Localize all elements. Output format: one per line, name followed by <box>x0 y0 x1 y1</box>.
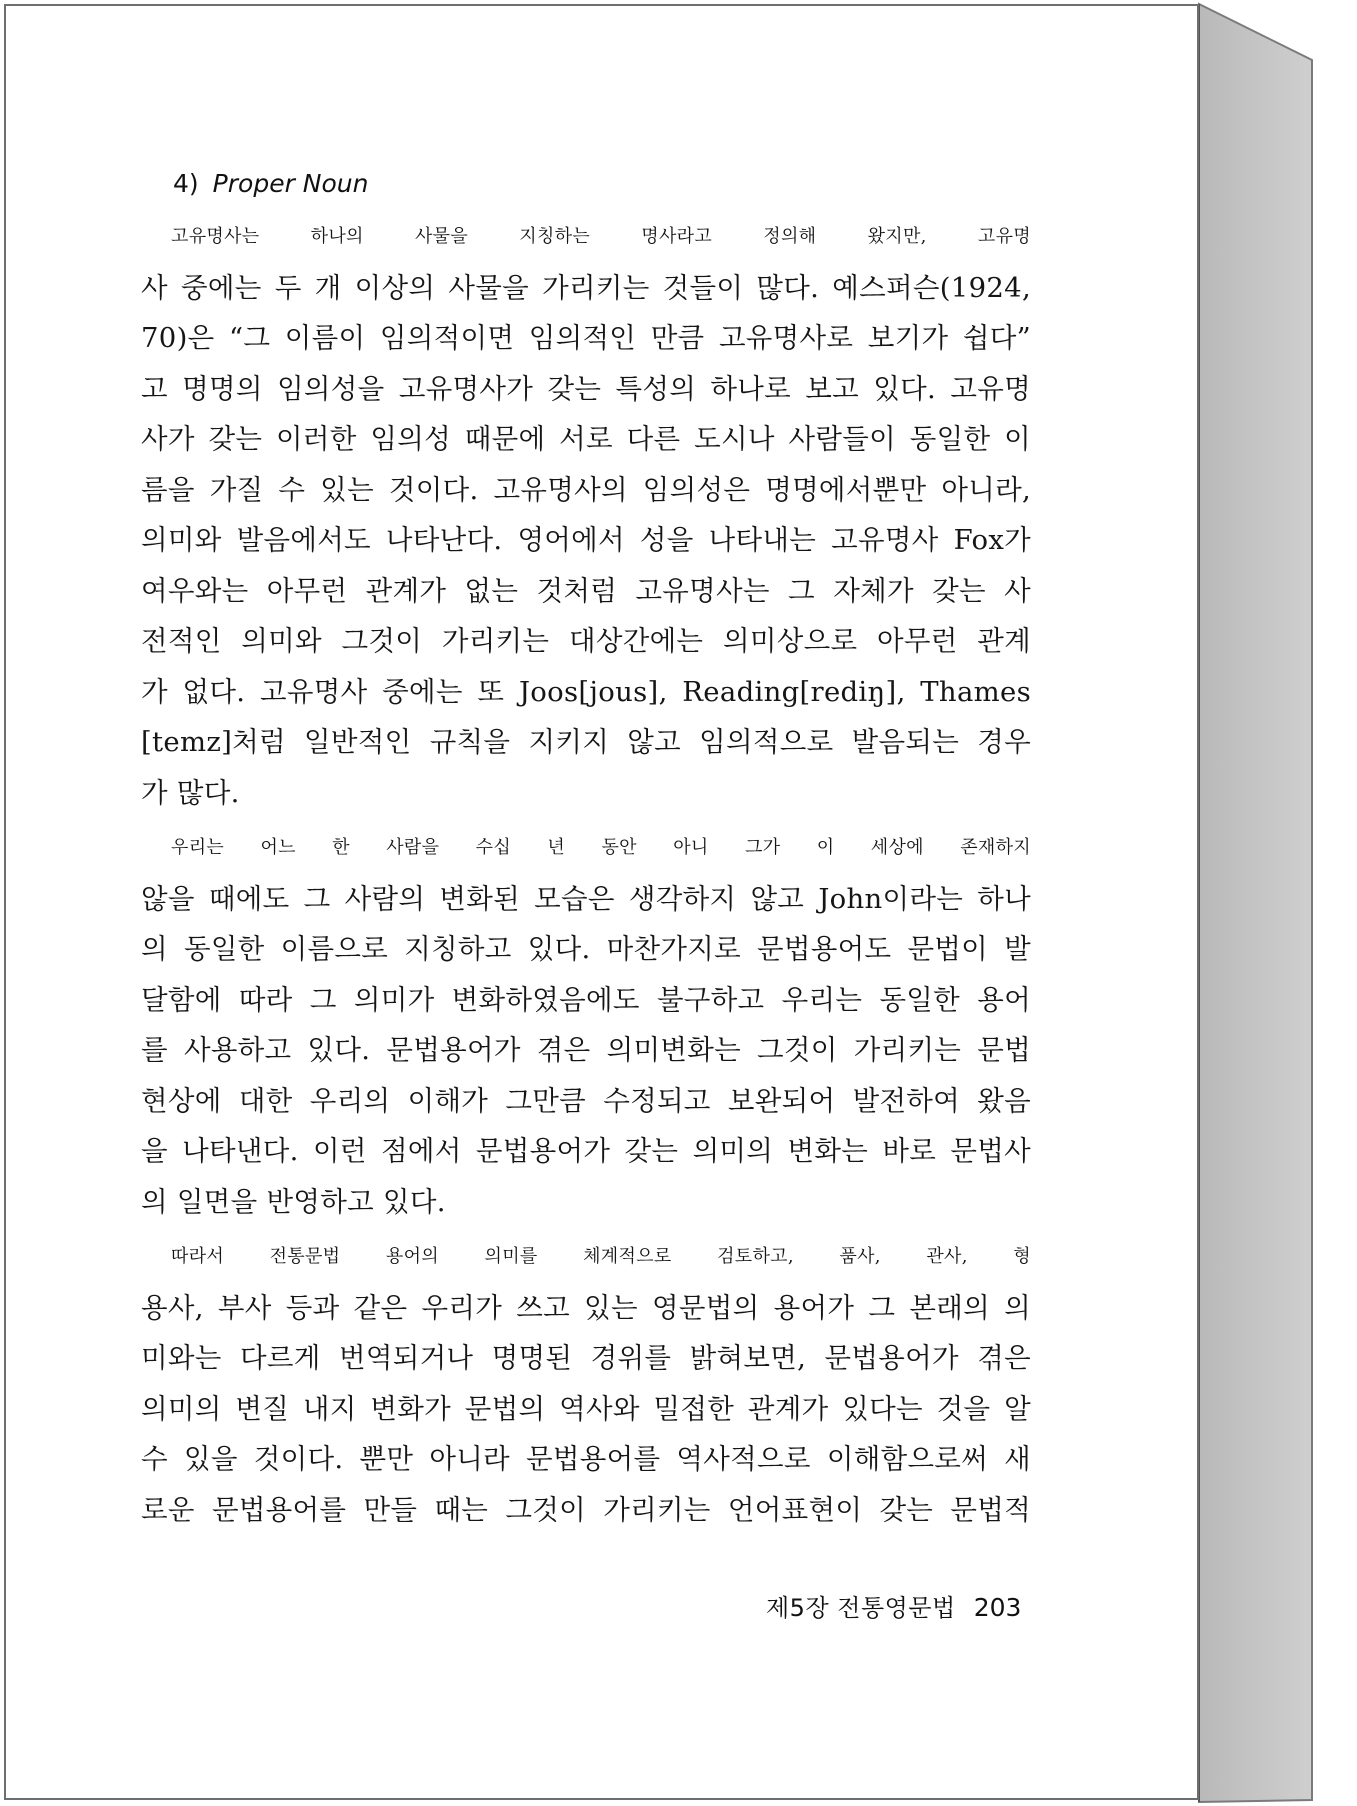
text-line: 의미의 변질 내지 변화가 문법의 역사와 밀접한 관계가 있다는 것을 알 <box>141 1392 1031 1425</box>
book-page <box>4 4 1199 1800</box>
text-line: 전적인 의미와 그것이 가리키는 대상간에는 의미상으로 아무런 관계 <box>141 625 1031 657</box>
text-line: 가 많다. <box>141 776 240 809</box>
chapter-label: 제5장 전통영문법 <box>766 1594 956 1622</box>
paragraph-2 <box>141 823 1031 1227</box>
text-line: 않을 때에도 그 사람의 변화된 모습은 생각하지 않고 John이라는 하나 <box>141 882 1031 915</box>
paragraph-3 <box>141 1232 1031 1535</box>
text-line: 여우와는 아무런 관계가 없는 것처럼 고유명사는 그 자체가 갖는 사 <box>141 574 1031 607</box>
section-number: 4) <box>173 169 199 198</box>
text-line: [temz]처럼 일반적인 규칙을 지키지 않고 임의적으로 발음되는 경우 <box>141 726 1031 758</box>
text-line: 따라서 전통문법 용어의 의미를 체계적으로 검토하고, 품사, 관사, 형 <box>171 1246 1031 1267</box>
text-line: 달함에 따라 그 의미가 변화하였음에도 불구하고 우리는 동일한 용어 <box>141 983 1031 1016</box>
section-heading <box>173 166 1031 202</box>
text-line: 용사, 부사 등과 같은 우리가 쓰고 있는 영문법의 용어가 그 본래의 의 <box>141 1291 1031 1324</box>
page-number: 203 <box>973 1593 1022 1622</box>
text-line: 사 중에는 두 개 이상의 사물을 가리키는 것들이 많다. 예스퍼슨(1924, <box>141 271 1031 304</box>
text-line: 사가 갖는 이러한 임의성 때문에 서로 다른 도시나 사람들이 동일한 이 <box>141 423 1031 455</box>
text-line: 고 명명의 임의성을 고유명사가 갖는 특성의 하나로 보고 있다. 고유명 <box>141 372 1031 405</box>
text-line: 를 사용하고 있다. 문법용어가 겪은 의미변화는 그것이 가리키는 문법 <box>141 1034 1031 1066</box>
text-line: 우리는 어느 한 사람을 수십 년 동안 아니 그가 이 세상에 존재하지 <box>171 837 1031 858</box>
text-line: 고유명사는 하나의 사물을 지칭하는 명사라고 정의해 왔지만, 고유명 <box>171 226 1031 247</box>
page-footer <box>766 1588 1021 1623</box>
text-line: 수 있을 것이다. 뿐만 아니라 문법용어를 역사적으로 이해함으로써 새 <box>141 1443 1031 1475</box>
text-line: 미와는 다르게 번역되거나 명명된 경위를 밝혀보면, 문법용어가 겪은 <box>141 1342 1031 1374</box>
section-title: Proper Noun <box>212 169 369 198</box>
text-line: 의미와 발음에서도 나타난다. 영어에서 성을 나타내는 고유명사 Fox가 <box>141 524 1031 556</box>
text-line: 의 일면을 반영하고 있다. <box>141 1185 446 1218</box>
text-line: 현상에 대한 우리의 이해가 그만큼 수정되고 보완되어 발전하여 왔음 <box>141 1084 1031 1117</box>
page-content <box>141 166 1031 1540</box>
text-line: 름을 가질 수 있는 것이다. 고유명사의 임의성은 명명에서뿐만 아니라, <box>141 473 1031 506</box>
text-line: 70)은 “그 이름이 임의적이면 임의적인 만큼 고유명사로 보기가 쉽다” <box>141 322 1031 354</box>
text-line: 의 동일한 이름으로 지칭하고 있다. 마찬가지로 문법용어도 문법이 발 <box>141 933 1031 965</box>
text-line: 가 없다. 고유명사 중에는 또 Joos[jous], Reading[rediŋ], Thames <box>141 675 1031 708</box>
text-line: 로운 문법용어를 만들 때는 그것이 가리키는 언어표현이 갖는 문법적 <box>141 1493 1031 1526</box>
text-line: 을 나타낸다. 이런 점에서 문법용어가 갖는 의미의 변화는 바로 문법사 <box>141 1135 1031 1167</box>
paragraph-1 <box>141 212 1031 818</box>
